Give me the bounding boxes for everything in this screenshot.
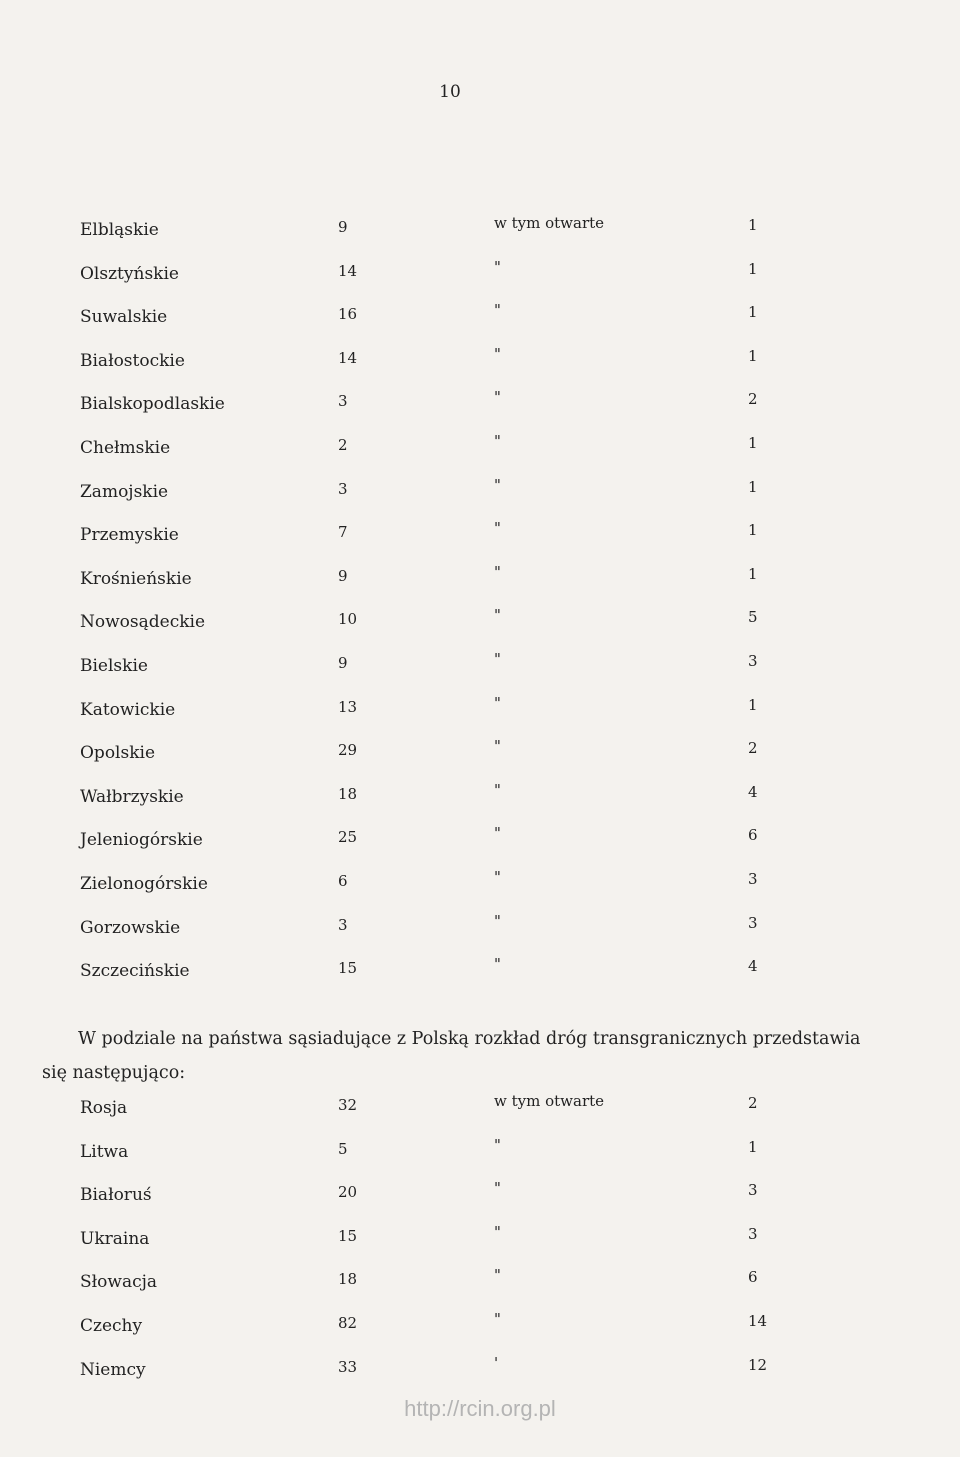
open-label: " bbox=[494, 1179, 501, 1198]
region-name: Słowacja bbox=[80, 1272, 158, 1293]
open-count: 1 bbox=[748, 259, 758, 278]
open-count: 1 bbox=[748, 216, 758, 234]
region-name: Litwa bbox=[80, 1141, 129, 1162]
table-row bbox=[80, 258, 780, 302]
crossing-count: 9 bbox=[338, 653, 348, 672]
open-label: " bbox=[494, 562, 501, 581]
open-label: w tym otwarte bbox=[494, 214, 605, 232]
table-row bbox=[80, 781, 780, 825]
region-name: Wałbrzyskie bbox=[80, 786, 184, 807]
open-count: 1 bbox=[748, 1137, 758, 1156]
region-name: Suwalskie bbox=[80, 307, 168, 328]
crossing-count: 9 bbox=[338, 218, 348, 236]
table-row bbox=[80, 650, 780, 694]
region-name: Ukraina bbox=[80, 1228, 150, 1249]
region-name: Szczecińskie bbox=[80, 961, 190, 982]
open-count: 3 bbox=[748, 651, 758, 670]
table-row bbox=[80, 1179, 780, 1223]
open-count: 2 bbox=[748, 739, 758, 758]
open-label: " bbox=[494, 649, 501, 668]
region-name: Elbląskie bbox=[80, 220, 159, 240]
table-row bbox=[80, 1136, 780, 1180]
table-row bbox=[80, 1310, 780, 1354]
open-label: " bbox=[494, 911, 501, 930]
open-count: 5 bbox=[748, 608, 758, 627]
open-count: 4 bbox=[748, 782, 758, 801]
table-row bbox=[80, 694, 780, 738]
open-label: " bbox=[494, 475, 501, 494]
open-label: ' bbox=[494, 1353, 499, 1372]
table-row bbox=[80, 912, 780, 956]
page-number: 10 bbox=[439, 82, 461, 102]
crossing-count: 29 bbox=[338, 741, 358, 760]
crossing-count: 14 bbox=[338, 261, 358, 280]
crossing-count: 20 bbox=[338, 1183, 358, 1202]
table-row bbox=[80, 432, 780, 476]
table-row bbox=[80, 824, 780, 868]
crossing-count: 18 bbox=[338, 784, 358, 803]
crossing-count: 7 bbox=[338, 523, 348, 542]
table-row bbox=[80, 868, 780, 912]
region-name: Bialskopodlaskie bbox=[80, 394, 225, 415]
table-row bbox=[80, 1354, 780, 1398]
crossing-count: 15 bbox=[338, 1226, 358, 1245]
region-name: Nowosądeckie bbox=[80, 612, 206, 633]
crossing-count: 13 bbox=[338, 697, 358, 716]
table-row bbox=[80, 563, 780, 607]
crossing-count: 9 bbox=[338, 566, 348, 585]
open-count: 4 bbox=[748, 957, 758, 976]
open-label: " bbox=[494, 693, 501, 712]
open-label: " bbox=[494, 955, 501, 974]
table-row bbox=[80, 388, 780, 432]
open-count: 6 bbox=[748, 1268, 758, 1287]
region-name: Krośnieńskie bbox=[80, 568, 192, 589]
region-name: Zamojskie bbox=[80, 481, 169, 502]
open-count: 1 bbox=[748, 564, 758, 583]
region-name: Gorzowskie bbox=[80, 917, 181, 938]
voivodeship-table bbox=[80, 214, 780, 999]
open-label: " bbox=[494, 519, 501, 538]
open-count: 1 bbox=[748, 695, 758, 714]
table-row bbox=[80, 1266, 780, 1310]
table-row bbox=[80, 1223, 780, 1267]
crossing-count: 15 bbox=[338, 959, 358, 978]
region-name: Olsztyńskie bbox=[80, 263, 179, 284]
region-name: Zielonogórskie bbox=[80, 873, 208, 894]
country-table bbox=[80, 1092, 780, 1397]
crossing-count: 33 bbox=[338, 1357, 358, 1376]
open-label: w tym otwarte bbox=[494, 1092, 605, 1110]
crossing-count: 2 bbox=[338, 435, 348, 454]
region-name: Białoruś bbox=[80, 1185, 152, 1206]
crossing-count: 32 bbox=[338, 1096, 358, 1114]
open-label: " bbox=[494, 867, 501, 886]
open-count: 14 bbox=[748, 1311, 768, 1330]
crossing-count: 25 bbox=[338, 828, 358, 847]
region-name: Przemyskie bbox=[80, 525, 179, 546]
open-count: 12 bbox=[748, 1355, 768, 1374]
open-label: " bbox=[494, 344, 501, 363]
open-label: " bbox=[494, 431, 501, 450]
table-row bbox=[80, 476, 780, 520]
open-label: " bbox=[494, 737, 501, 756]
table-row bbox=[80, 606, 780, 650]
open-count: 3 bbox=[748, 1181, 758, 1200]
crossing-count: 82 bbox=[338, 1313, 358, 1332]
table-row bbox=[80, 519, 780, 563]
open-label: " bbox=[494, 301, 501, 320]
open-label: " bbox=[494, 1309, 501, 1328]
region-name: Katowickie bbox=[80, 699, 176, 720]
crossing-count: 5 bbox=[338, 1139, 348, 1158]
open-count: 3 bbox=[748, 913, 758, 932]
table-row bbox=[80, 214, 780, 258]
table-row bbox=[80, 1092, 780, 1136]
crossing-count: 6 bbox=[338, 871, 348, 890]
open-count: 6 bbox=[748, 826, 758, 845]
open-label: " bbox=[494, 780, 501, 799]
crossing-count: 3 bbox=[338, 479, 348, 498]
table-row bbox=[80, 955, 780, 999]
region-name: Jeleniogórskie bbox=[80, 830, 203, 851]
region-name: Chełmskie bbox=[80, 437, 171, 458]
crossing-count: 14 bbox=[338, 348, 358, 367]
open-count: 2 bbox=[748, 390, 758, 409]
table-row bbox=[80, 301, 780, 345]
open-label: " bbox=[494, 824, 501, 843]
footer-url[interactable]: http://rcin.org.pl bbox=[404, 1396, 556, 1421]
region-name: Bielskie bbox=[80, 655, 148, 676]
open-count: 3 bbox=[748, 1224, 758, 1243]
open-count: 1 bbox=[748, 303, 758, 322]
crossing-count: 18 bbox=[338, 1270, 358, 1289]
crossing-count: 3 bbox=[338, 392, 348, 411]
region-name: Opolskie bbox=[80, 743, 156, 764]
region-name: Białostockie bbox=[80, 350, 185, 371]
open-count: 1 bbox=[748, 433, 758, 452]
crossing-count: 3 bbox=[338, 915, 348, 934]
open-label: " bbox=[494, 388, 501, 407]
table-row bbox=[80, 345, 780, 389]
open-count: 1 bbox=[748, 346, 758, 365]
open-count: 1 bbox=[748, 521, 758, 540]
open-count: 1 bbox=[748, 477, 758, 496]
crossing-count: 10 bbox=[338, 610, 358, 629]
open-count: 3 bbox=[748, 869, 758, 888]
region-name: Rosja bbox=[80, 1098, 128, 1118]
open-label: " bbox=[494, 1266, 501, 1285]
open-label: " bbox=[494, 1222, 501, 1241]
table-row bbox=[80, 737, 780, 781]
open-label: " bbox=[494, 257, 501, 276]
open-label: " bbox=[494, 606, 501, 625]
intro-paragraph: W podziale na państwa sąsiadujące z Polską rozkład dróg transgranicznych przedstawia się następująco: bbox=[42, 1029, 861, 1083]
region-name: Niemcy bbox=[80, 1359, 146, 1380]
region-name: Czechy bbox=[80, 1315, 143, 1336]
crossing-count: 16 bbox=[338, 305, 358, 324]
open-count: 2 bbox=[748, 1094, 758, 1112]
open-label: " bbox=[494, 1135, 501, 1154]
